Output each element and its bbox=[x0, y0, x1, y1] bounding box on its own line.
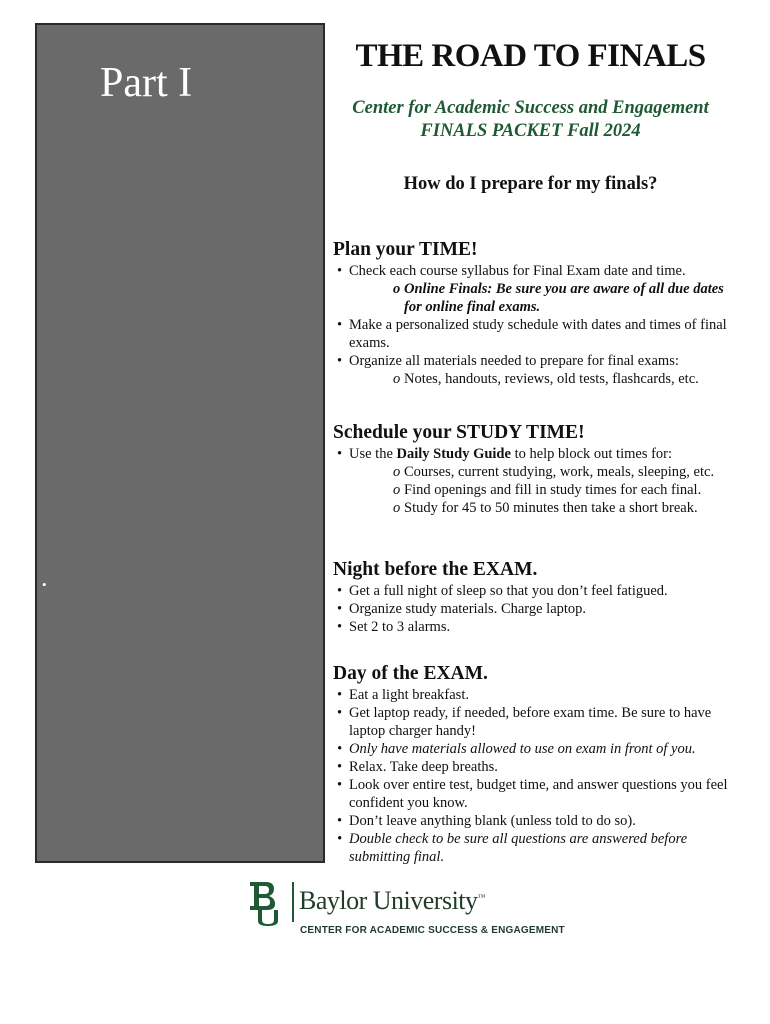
list-item-text: to help block out times for: bbox=[510, 446, 673, 462]
page-title: THE ROAD TO FINALS bbox=[355, 38, 706, 74]
list-item: • Only have materials allowed to use on exam in front of you. bbox=[333, 740, 733, 758]
list-item bbox=[333, 352, 733, 388]
sub-list-item: o Notes, handouts, reviews, old tests, flashcards, etc. bbox=[349, 370, 733, 388]
university-name-text: Baylor University bbox=[299, 886, 478, 915]
section-heading: Night before the EXAM. bbox=[333, 559, 538, 580]
section-plan bbox=[333, 238, 733, 388]
sub-list bbox=[349, 463, 733, 517]
list-item: • Eat a light breakfast. bbox=[333, 686, 733, 704]
bullet-list bbox=[333, 686, 733, 866]
list-item: • Get a full night of sleep so that you don’t feel fatigued. bbox=[333, 582, 733, 600]
section-night-before bbox=[333, 558, 733, 636]
sub-list bbox=[349, 370, 733, 388]
question-heading: How do I prepare for my finals? bbox=[403, 174, 658, 194]
list-item: • Double check to be sure all questions are answered before submitting final. bbox=[333, 830, 733, 866]
list-item: • Don’t leave anything blank (unless told to do so). bbox=[333, 812, 733, 830]
trademark-symbol: ™ bbox=[477, 892, 485, 902]
list-item: • Organize study materials. Charge laptop. bbox=[333, 600, 733, 618]
list-item: • Make a personalized study schedule with dates and times of final exams. bbox=[333, 316, 733, 352]
bu-monogram-icon bbox=[248, 880, 284, 926]
section-schedule bbox=[333, 421, 733, 517]
bullet-list bbox=[333, 445, 733, 517]
sidebar-panel bbox=[35, 23, 325, 863]
list-item: • Set 2 to 3 alarms. bbox=[333, 618, 733, 636]
list-item: • Get laptop ready, if needed, before exam time. Be sure to have laptop charger handy! bbox=[333, 704, 733, 740]
university-name bbox=[299, 886, 485, 916]
list-item: • Relax. Take deep breaths. bbox=[333, 758, 733, 776]
sub-list bbox=[349, 280, 733, 316]
sidebar-bullet: • bbox=[42, 577, 47, 592]
bullet-list bbox=[333, 582, 733, 636]
baylor-logo bbox=[248, 880, 565, 940]
list-item-text: Organize all materials needed to prepare for final exams: bbox=[349, 353, 679, 369]
sub-list-item: o Find openings and fill in study times for each final. bbox=[349, 481, 733, 499]
list-item bbox=[333, 445, 733, 517]
header bbox=[333, 38, 733, 195]
list-item-text: Use the bbox=[349, 446, 397, 462]
section-day-of bbox=[333, 662, 733, 866]
list-item: • Look over entire test, budget time, and answer questions you feel confident you know. bbox=[333, 776, 733, 812]
subtitle-line-2: FINALS PACKET Fall 2024 bbox=[420, 121, 641, 141]
part-label: Part I bbox=[100, 60, 193, 106]
bullet-list bbox=[333, 262, 733, 388]
section-heading: Plan your TIME! bbox=[333, 239, 478, 260]
subtitle bbox=[333, 97, 728, 143]
section-heading: Day of the EXAM. bbox=[333, 663, 488, 684]
sub-list-item: o Online Finals: Be sure you are aware of all due dates for online final exams. bbox=[349, 280, 733, 316]
section-heading: Schedule your STUDY TIME! bbox=[333, 422, 585, 443]
daily-study-guide-text: Daily Study Guide bbox=[396, 446, 511, 462]
list-item bbox=[333, 262, 733, 316]
logo-divider bbox=[292, 882, 294, 922]
sub-list-item: o Study for 45 to 50 minutes then take a short break. bbox=[349, 499, 733, 517]
subtitle-line-1: Center for Academic Success and Engagement bbox=[352, 98, 709, 118]
sub-list-item: o Courses, current studying, work, meals, sleeping, etc. bbox=[349, 463, 733, 481]
list-item-text: Check each course syllabus for Final Exam date and time. bbox=[349, 263, 686, 279]
center-name: CENTER FOR ACADEMIC SUCCESS & ENGAGEMENT bbox=[300, 925, 565, 936]
